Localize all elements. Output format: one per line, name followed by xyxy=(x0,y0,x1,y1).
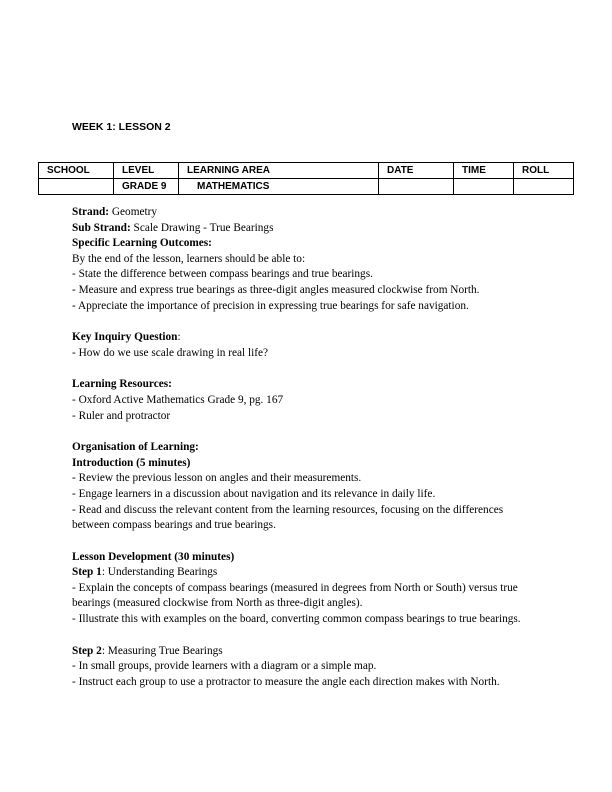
cell-learning-area: MATHEMATICS xyxy=(179,179,379,195)
table-row xyxy=(39,179,574,195)
list-item: - Oxford Active Mathematics Grade 9, pg. 167 xyxy=(72,393,284,406)
cell-roll xyxy=(514,179,574,195)
header-roll: ROLL xyxy=(514,163,574,179)
spacer xyxy=(72,361,542,377)
sub-strand-value: Scale Drawing - True Bearings xyxy=(130,221,274,234)
sub-strand-label: Sub Strand: xyxy=(72,221,131,234)
resources-title xyxy=(72,377,542,393)
inquiry-colon: : xyxy=(177,331,181,344)
step1-label: Step 1 xyxy=(72,566,102,579)
development-title-text: Lesson Development (30 minutes) xyxy=(72,550,235,563)
outcomes-title-text: Specific Learning Outcomes: xyxy=(72,237,212,250)
header-school: SCHOOL xyxy=(39,163,114,179)
spacer xyxy=(72,534,542,550)
organisation-title-text: Organisation of Learning: xyxy=(72,441,199,454)
list-item: - Illustrate this with examples on the board, converting common compass bearings to true bearings. xyxy=(72,613,521,626)
step1-heading xyxy=(72,565,542,581)
resources-title-text: Learning Resources: xyxy=(72,378,172,391)
header-time: TIME xyxy=(454,163,514,179)
strand-line xyxy=(72,205,542,221)
step2-heading xyxy=(72,644,542,660)
step2-title: : Measuring True Bearings xyxy=(101,644,223,657)
list-item: - How do we use scale drawing in real life? xyxy=(72,346,269,359)
header-level: LEVEL xyxy=(114,163,179,179)
strand-label: Strand: xyxy=(72,206,110,218)
cell-date xyxy=(379,179,454,195)
outcomes-title xyxy=(72,236,542,252)
list-item: - Read and discuss the relevant content from the learning resources, focusing on the differences between compass bearings and true bearings. xyxy=(72,503,504,532)
table-header-row xyxy=(39,163,574,179)
list-item: - Explain the concepts of compass bearings (measured in degrees from North or South) versus true bearings (measured clockwise from North as three-digit angles). xyxy=(72,581,518,610)
introduction-title-text: Introduction (5 minutes) xyxy=(72,456,191,469)
header-date: DATE xyxy=(379,163,454,179)
step2-label: Step 2 xyxy=(72,644,102,657)
introduction-title xyxy=(72,456,542,472)
list-item: - In small groups, provide learners with a diagram or a simple map. xyxy=(72,660,377,673)
cell-school xyxy=(39,179,114,195)
list-item: - Measure and express true bearings as three-digit angles measured clockwise from North. xyxy=(72,283,480,296)
cell-level: GRADE 9 xyxy=(114,179,179,195)
lesson-content xyxy=(72,205,542,690)
spacer xyxy=(72,314,542,330)
list-item: - State the difference between compass bearings and true bearings. xyxy=(72,268,373,281)
inquiry-title-text: Key Inquiry Question xyxy=(72,331,178,344)
inquiry-title xyxy=(72,330,542,346)
list-item: - Instruct each group to use a protractor to measure the angle each direction makes with North. xyxy=(72,675,500,688)
list-item: - Engage learners in a discussion about navigation and its relevance in daily life. xyxy=(72,487,436,500)
header-learning-area: LEARNING AREA xyxy=(179,163,379,179)
spacer xyxy=(72,628,542,644)
lesson-info-table xyxy=(38,162,574,195)
spacer xyxy=(72,424,542,440)
list-item: - Ruler and protractor xyxy=(72,409,171,422)
strand-value: Geometry xyxy=(109,206,158,218)
outcomes-intro: By the end of the lesson, learners should be able to: xyxy=(72,252,306,265)
sub-strand-line xyxy=(72,221,542,237)
list-item: - Appreciate the importance of precision in expressing true bearings for safe navigation. xyxy=(72,299,469,312)
list-item: - Review the previous lesson on angles and their measurements. xyxy=(72,472,362,485)
cell-time xyxy=(454,179,514,195)
lesson-heading: WEEK 1: LESSON 2 xyxy=(72,121,171,133)
organisation-title xyxy=(72,440,542,456)
development-title xyxy=(72,550,542,566)
step1-title: : Understanding Bearings xyxy=(101,566,218,579)
